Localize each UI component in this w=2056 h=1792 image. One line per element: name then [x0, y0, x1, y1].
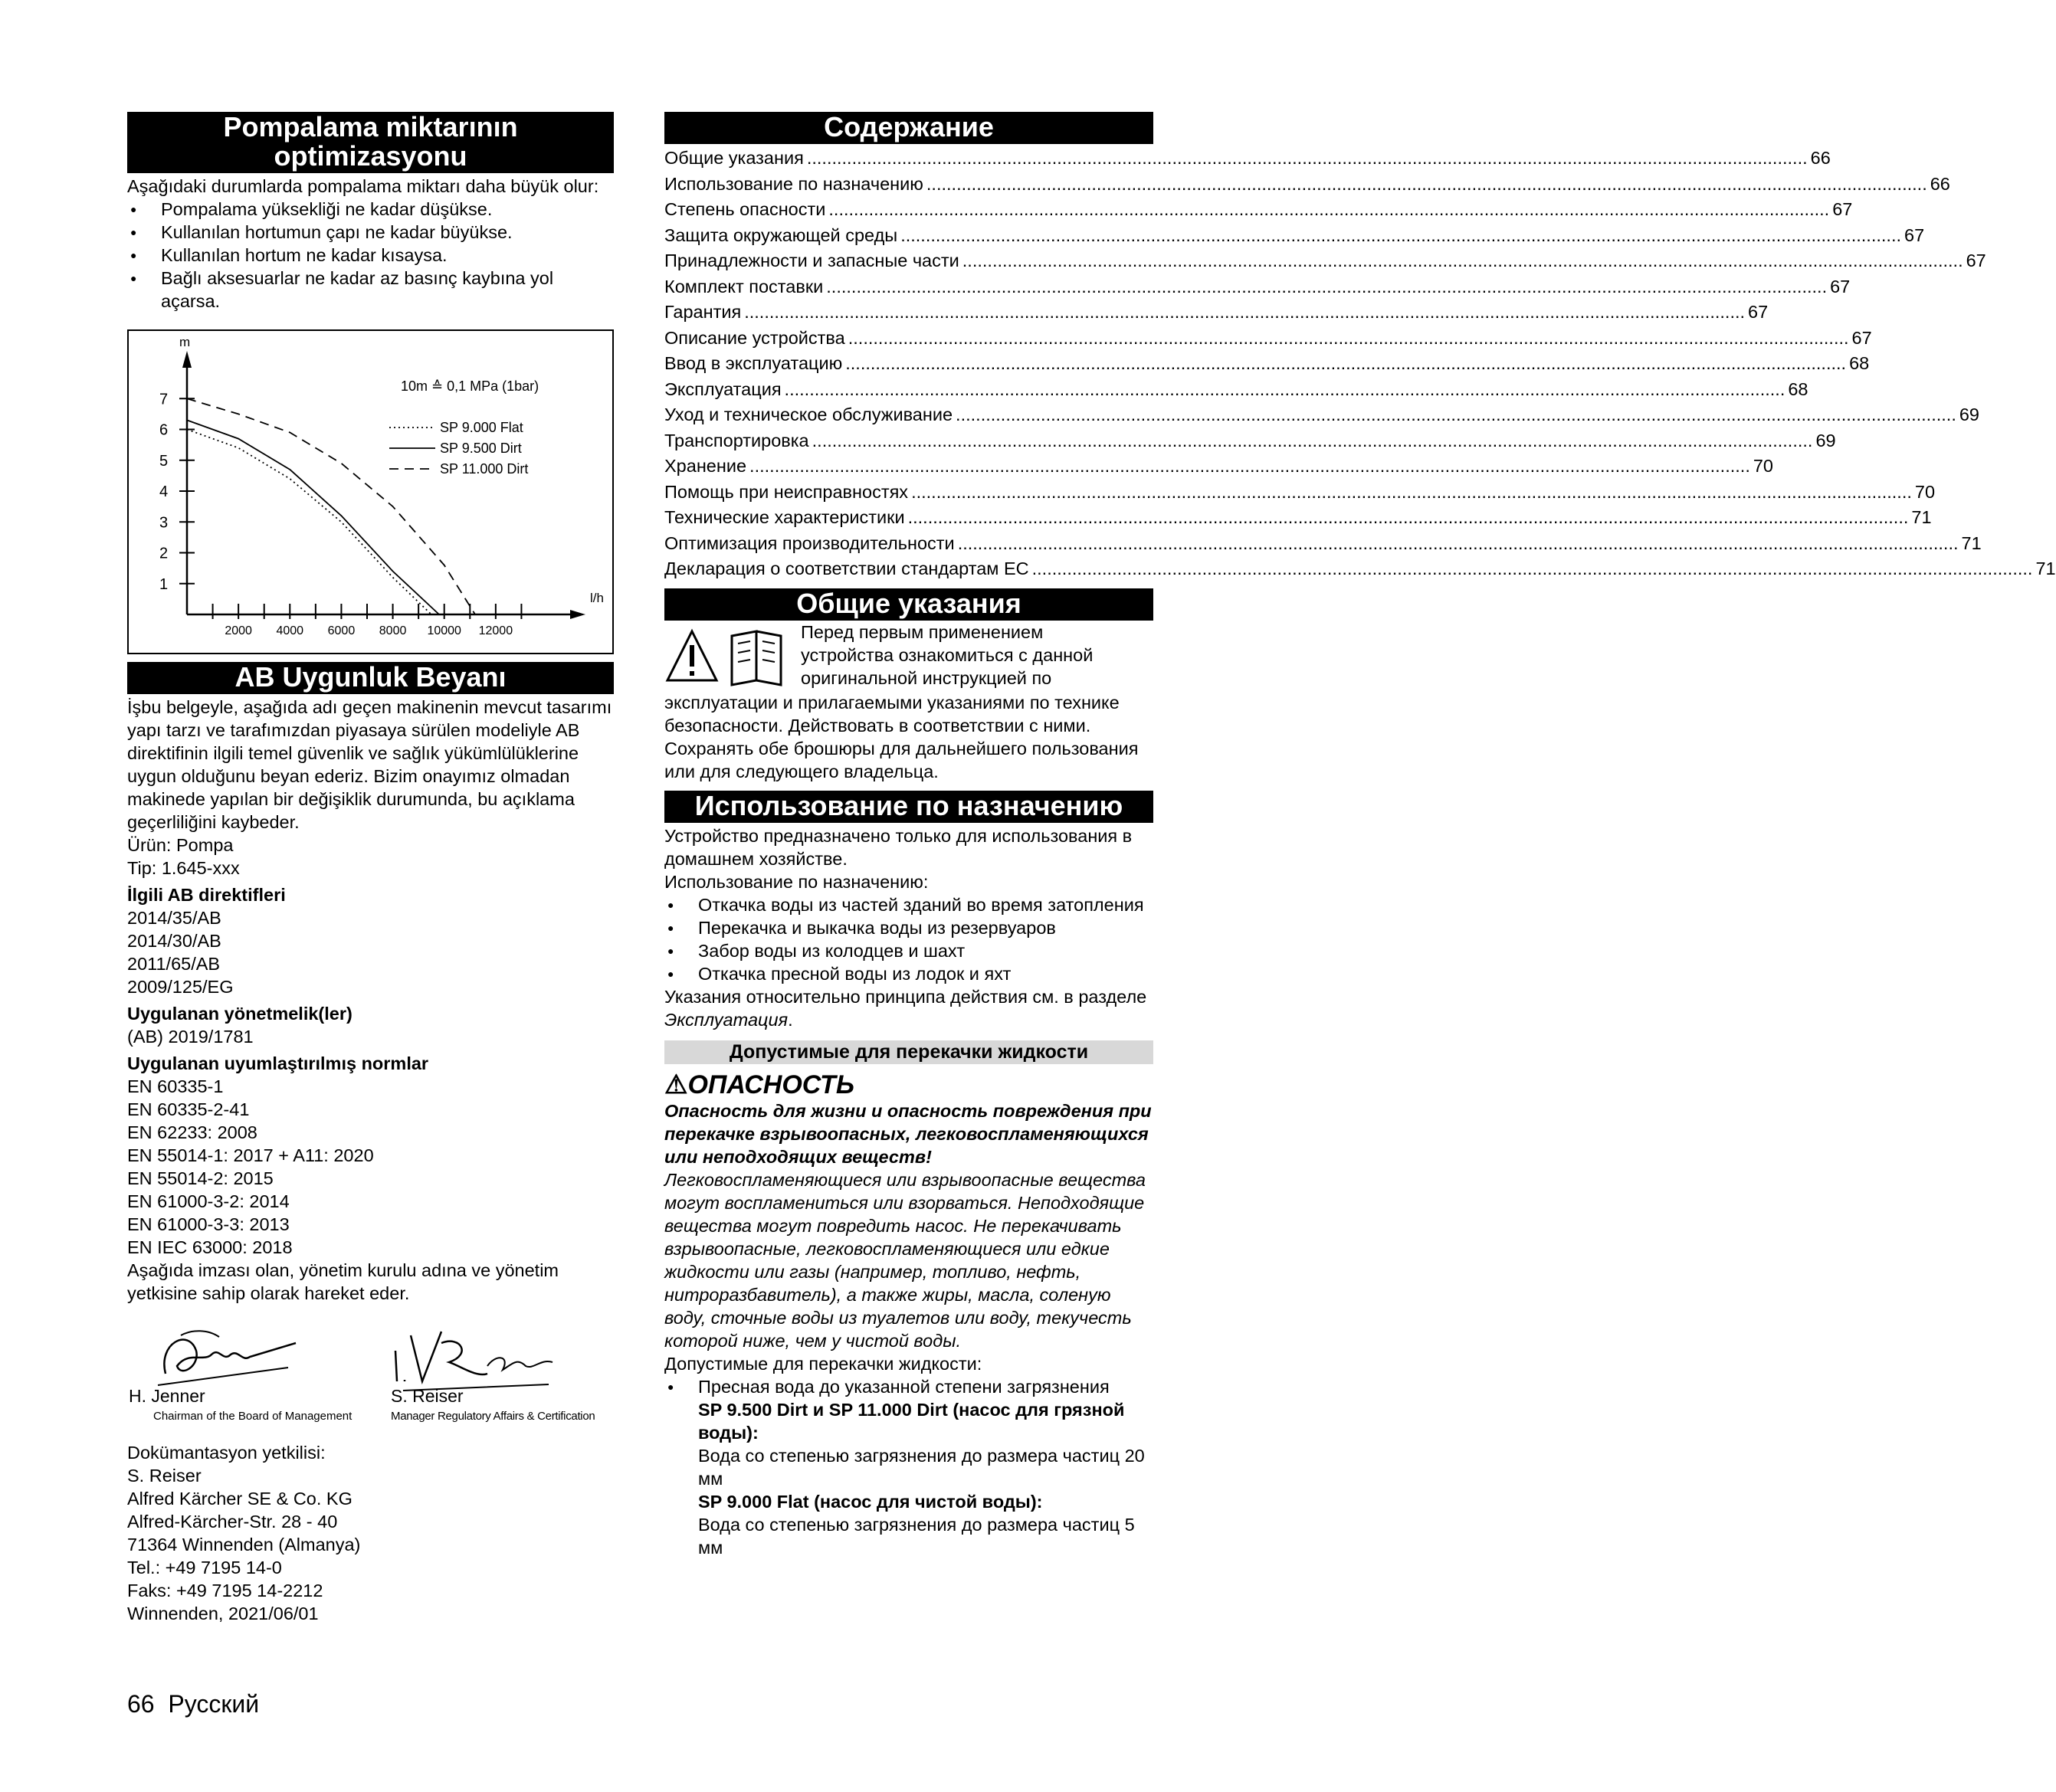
y-tick-label: 6: [159, 421, 169, 439]
norm-item: EN IEC 63000: 2018: [127, 1237, 293, 1257]
toc-entry-page: 67: [1904, 224, 1925, 245]
toc-entry[interactable]: [664, 556, 2056, 582]
chart-annotation: 10m ≙ 0,1 MPa (1bar): [401, 378, 539, 394]
toc-entry[interactable]: [664, 531, 1982, 557]
toc-entry-title: Принадлежности и запасные части: [664, 251, 959, 270]
y-tick-label: 5: [159, 452, 169, 470]
legend-label: SP 9.000 Flat: [440, 420, 523, 435]
toc-entry-title: Уход и техническое обслуживание: [664, 405, 953, 424]
toc-entry-page: 67: [1830, 276, 1851, 296]
x-tick-label: 10000: [427, 624, 461, 637]
toc-entry-page: 67: [1966, 251, 1986, 270]
danger-text: Легковоспламеняющиеся или взрывоопасные вещества могут воспламениться или взорваться. Неподходящие вещества могут повредить насос. Не перекачивать взрывоопасные, легковоспламеняющиеся или едкие жидкости или газы (например, топливо, нефть, нитроразбавитель), а также жиры, масла, соленую воду, сточные воды из туалетов или воду, текучесть которой ниже, чем у чистой воды.: [664, 1169, 1146, 1351]
toc-entry[interactable]: [664, 351, 1870, 377]
directives-heading: İlgili AB direktifleri: [127, 885, 286, 905]
usage-note-prefix: Указания относительно принципа действия см. в разделе: [664, 986, 1147, 1007]
contact-line: Alfred-Kärcher-Str. 28 - 40: [127, 1512, 338, 1532]
legend-label: SP 11.000 Dirt: [440, 461, 529, 477]
toc-leader-dots: ........................................................................................................................................................................................................: [907, 507, 1909, 527]
toc-entry-page: 68: [1849, 353, 1870, 373]
optimization-list: [127, 198, 614, 313]
danger-title: [664, 1070, 1153, 1099]
toc-entry[interactable]: [664, 326, 1872, 352]
toc-entry-title: Ввод в эксплуатацию: [664, 353, 843, 373]
signature-block: [127, 1320, 614, 1435]
conformity-intro: İşbu belgeyle, aşağıda adı geçen makinenin mevcut tasarımı yapı tarzı ve tarafımızdan piyasaya sürülen modeliyle AB direktifinin ilgili temel güvenlik ve sağlık yükümlülüklerine uygun olduğunu beyan ederiz. Bizim onayımız olmadan makinede yapılan bir değişiklik durumunda, bu açıklama geçerliliğini kaybeder.: [127, 697, 612, 832]
series-line-1: [187, 430, 431, 615]
usage-note-link: Эксплуатация: [664, 1009, 789, 1030]
y-tick-label: 2: [159, 545, 169, 562]
y-tick-label: 3: [159, 514, 169, 532]
toc-leader-dots: ........................................................................................................................................................................................................: [911, 481, 1912, 502]
general-heading: Общие указания: [664, 588, 1153, 621]
conformity-heading: AB Uygunluk Beyanı: [127, 662, 614, 694]
toc-leader-dots: ........................................................................................................................................................................................................: [845, 353, 1847, 373]
norm-item: EN 55014-2: 2015: [127, 1168, 274, 1188]
norm-item: EN 60335-2-41: [127, 1099, 250, 1119]
x-tick-label: 2000: [225, 624, 252, 637]
toc-entry[interactable]: [664, 274, 1851, 300]
page-footer: [127, 1690, 259, 1718]
danger-icon: ⚠: [664, 1070, 688, 1099]
list-item: ● Откачка пресной воды из лодок и яхт: [664, 962, 1153, 985]
toc-entry-page: 69: [1815, 430, 1836, 450]
toc-entry[interactable]: [664, 223, 1925, 249]
toc-heading: Содержание: [664, 112, 1153, 144]
y-axis-label: m: [179, 335, 191, 349]
toc-entry-title: Защита окружающей среды: [664, 224, 898, 245]
allowed-label: Допустимые для перекачки жидкости:: [664, 1353, 982, 1374]
toc-leader-dots: ........................................................................................................................................................................................................: [806, 148, 1808, 168]
toc-entry[interactable]: [664, 480, 1936, 506]
warning-line: оригинальной инструкцией по: [801, 667, 1052, 688]
usage-label: Использование по назначению:: [664, 871, 929, 892]
norm-item: EN 61000-3-3: 2013: [127, 1214, 290, 1234]
contact-line: Alfred Kärcher SE & Co. KG: [127, 1489, 353, 1509]
toc-leader-dots: ........................................................................................................................................................................................................: [962, 251, 1963, 270]
contact-block: [127, 1441, 614, 1625]
legend-label: SP 9.500 Dirt: [440, 441, 522, 456]
y-axis-arrow: [182, 351, 192, 368]
norm-item: EN 62233: 2008: [127, 1122, 257, 1142]
danger-bold-text: Опасность для жизни и опасность повреждения при перекачке взрывоопасных, легковоспламеняющихся или неподходящих веществ!: [664, 1100, 1152, 1167]
toc-entry-page: 66: [1930, 173, 1950, 194]
x-tick-label: 4000: [276, 624, 304, 637]
toc-entry-page: 67: [1748, 302, 1769, 322]
signature-jenner: [135, 1320, 365, 1389]
left-column: [127, 112, 614, 1625]
toc-entry-title: Транспортировка: [664, 430, 809, 450]
toc-leader-dots: ........................................................................................................................................................................................................: [957, 532, 1959, 553]
contact-line: Dokümantasyon yetkilisi:: [127, 1443, 326, 1463]
warning-text-lines: [801, 621, 1093, 690]
dirt-pump-text: Вода со степенью загрязнения до размера частиц 20 мм: [698, 1445, 1145, 1489]
list-item: ● Kullanılan hortumun çapı ne kadar büyükse.: [127, 221, 614, 244]
allowed-list: [664, 1375, 1153, 1398]
toc-entry-title: Гарантия: [664, 302, 742, 322]
y-tick-label: 7: [159, 391, 169, 408]
usage-list: [664, 893, 1153, 985]
norm-item: EN 60335-1: [127, 1076, 224, 1096]
contact-line: Tel.: +49 7195 14-0: [127, 1558, 282, 1577]
y-tick-label: 1: [159, 575, 169, 593]
toc-entry-page: 71: [1961, 532, 1982, 553]
right-column: [664, 111, 2056, 1559]
optimization-intro: Aşağıdaki durumlarda pompalama miktarı daha büyük olur:: [127, 176, 599, 196]
toc-entry[interactable]: [664, 248, 1986, 274]
toc-leader-dots: ........................................................................................................................................................................................................: [828, 199, 1830, 219]
list-item: ● Забор воды из колодцев и шахт: [664, 939, 1153, 962]
toc-leader-dots: ........................................................................................................................................................................................................: [900, 224, 1901, 245]
toc-entry-title: Эксплуатация: [664, 378, 782, 399]
contact-line: Faks: +49 7195 14-2212: [127, 1581, 323, 1600]
regulations-heading: Uygulanan yönetmelik(ler): [127, 1004, 353, 1024]
directive-item: 2009/125/EG: [127, 977, 234, 997]
toc-entry[interactable]: [664, 505, 1932, 531]
usage-heading: Использование по назначению: [664, 791, 1153, 823]
x-tick-label: 6000: [327, 624, 356, 637]
toc-entry[interactable]: [664, 428, 1836, 454]
toc-entry-title: Использование по назначению: [664, 173, 923, 194]
list-item: ● Kullanılan hortum ne kadar kısaysa.: [127, 244, 614, 267]
x-axis-label: l/h: [590, 591, 604, 605]
signer2-name: S. Reiser: [391, 1386, 464, 1406]
y-tick-label: 4: [159, 483, 169, 500]
toc-leader-dots: ........................................................................................................................................................................................................: [848, 327, 1849, 348]
flat-pump-text: Вода со степенью загрязнения до размера частиц 5 мм: [698, 1514, 1135, 1558]
optimization-heading: Pompalama miktarının optimizasyonu: [127, 112, 614, 173]
pump-performance-chart: [127, 329, 614, 654]
toc-entry[interactable]: [664, 402, 1979, 428]
norm-item: EN 55014-1: 2017 + A11: 2020: [127, 1145, 374, 1165]
footer-language: Русский: [168, 1690, 260, 1718]
list-item: ● Откачка воды из частей зданий во время затопления: [664, 893, 1153, 916]
danger-label: ОПАСНОСТЬ: [687, 1070, 854, 1099]
toc-entry-page: 71: [1911, 507, 1932, 527]
toc-entry-page: 67: [1851, 327, 1872, 348]
x-axis-arrow: [570, 610, 585, 619]
warning-line: Перед первым применением: [801, 621, 1044, 642]
contact-line: S. Reiser: [127, 1466, 202, 1486]
chart-svg: [129, 331, 612, 650]
page-number: 66: [127, 1690, 155, 1718]
toc-entry-title: Степень опасности: [664, 199, 826, 219]
signer1-name: H. Jenner: [129, 1386, 205, 1406]
toc-entry[interactable]: [664, 377, 1808, 403]
directive-item: 2014/35/AB: [127, 908, 221, 928]
warning-line: устройства ознакомиться с данной: [801, 644, 1094, 665]
series-line-2: [187, 420, 439, 614]
toc-entry-title: Технические характеристики: [664, 507, 905, 527]
warning-manual-icon: [664, 627, 795, 688]
toc-entry-page: 68: [1788, 378, 1808, 399]
toc-entry[interactable]: [664, 197, 1853, 223]
type-line: Tip: 1.645-xxx: [127, 858, 240, 878]
list-item: ● Перекачка и выкачка воды из резервуаров: [664, 916, 1153, 939]
x-tick-label: 8000: [379, 624, 407, 637]
toc-entry-page: 70: [1914, 481, 1936, 502]
toc-entry[interactable]: [664, 454, 1773, 480]
signer1-title: Chairman of the Board of Management: [153, 1410, 353, 1423]
norm-item: EN 61000-3-2: 2014: [127, 1191, 290, 1211]
toc-entry-title: Декларация о соответствии стандартам ЕС: [664, 559, 1029, 578]
toc-entry-title: Оптимизация производительности: [664, 532, 955, 553]
toc-leader-dots: ........................................................................................................................................................................................................: [744, 302, 1746, 322]
toc-leader-dots: ........................................................................................................................................................................................................: [1031, 559, 2033, 578]
toc-entry[interactable]: [664, 146, 1831, 172]
dirt-pump-title: SP 9.500 Dirt и SP 11.000 Dirt (насос для грязной воды):: [698, 1399, 1125, 1443]
general-text: эксплуатации и прилагаемыми указаниями по технике безопасности. Действовать в соответствии с ними.: [664, 692, 1120, 735]
toc-leader-dots: ........................................................................................................................................................................................................: [956, 405, 1956, 424]
toc-entry[interactable]: [664, 300, 1769, 326]
norms-heading: Uygulanan uyumlaştırılmış normlar: [127, 1053, 429, 1073]
toc-entry-title: Хранение: [664, 456, 747, 476]
table-of-contents: [664, 146, 2056, 582]
list-item: ● Bağlı aksesuarlar ne kadar az basınç kaybına yol açarsa.: [127, 267, 614, 313]
toc-entry-title: Описание устройства: [664, 327, 845, 348]
toc-leader-dots: ........................................................................................................................................................................................................: [784, 378, 1785, 399]
regulation-item: (AB) 2019/1781: [127, 1027, 254, 1047]
contact-line: 71364 Winnenden (Almanya): [127, 1535, 361, 1554]
toc-entry[interactable]: [664, 172, 1950, 198]
conformity-outro: Aşağıda imzası olan, yönetim kurulu adına ve yönetim yetkisine sahip olarak hareket eder.: [127, 1260, 559, 1303]
toc-entry-page: 71: [2035, 559, 2056, 578]
liquids-heading: Допустимые для перекачки жидкости: [664, 1040, 1153, 1064]
toc-entry-title: Общие указания: [664, 148, 804, 168]
toc-entry-title: Комплект поставки: [664, 276, 824, 296]
toc-entry-title: Помощь при неисправностях: [664, 481, 909, 502]
toc-entry-page: 67: [1832, 199, 1853, 219]
usage-note-suffix: .: [788, 1009, 793, 1030]
toc-leader-dots: ........................................................................................................................................................................................................: [926, 173, 1927, 194]
directive-item: 2011/65/AB: [127, 954, 221, 974]
x-tick-label: 12000: [478, 624, 513, 637]
directive-item: 2014/30/AB: [127, 931, 221, 951]
list-item: ● Pompalama yüksekliği ne kadar düşükse.: [127, 198, 614, 221]
signer2-title: Manager Regulatory Affairs & Certification: [391, 1410, 595, 1423]
usage-note: [664, 985, 1153, 1031]
list-item: ● Пресная вода до указанной степени загрязнения: [664, 1375, 1153, 1398]
warning-intro: [664, 621, 1153, 691]
usage-intro: Устройство предназначено только для использования в домашнем хозяйстве.: [664, 825, 1133, 869]
toc-leader-dots: ........................................................................................................................................................................................................: [812, 430, 1813, 450]
product-line: Ürün: Pompa: [127, 835, 234, 855]
general-text: Сохранять обе брошюры для дальнейшего пользования или для следующего владельца.: [664, 738, 1139, 781]
toc-entry-page: 69: [1959, 405, 1979, 424]
contact-line: Winnenden, 2021/06/01: [127, 1604, 319, 1623]
toc-entry-page: 66: [1810, 148, 1831, 168]
toc-leader-dots: ........................................................................................................................................................................................................: [826, 276, 1828, 296]
toc-entry-page: 70: [1753, 456, 1773, 476]
toc-leader-dots: ........................................................................................................................................................................................................: [749, 456, 1750, 476]
flat-pump-title: SP 9.000 Flat (насос для чистой воды):: [698, 1491, 1043, 1512]
